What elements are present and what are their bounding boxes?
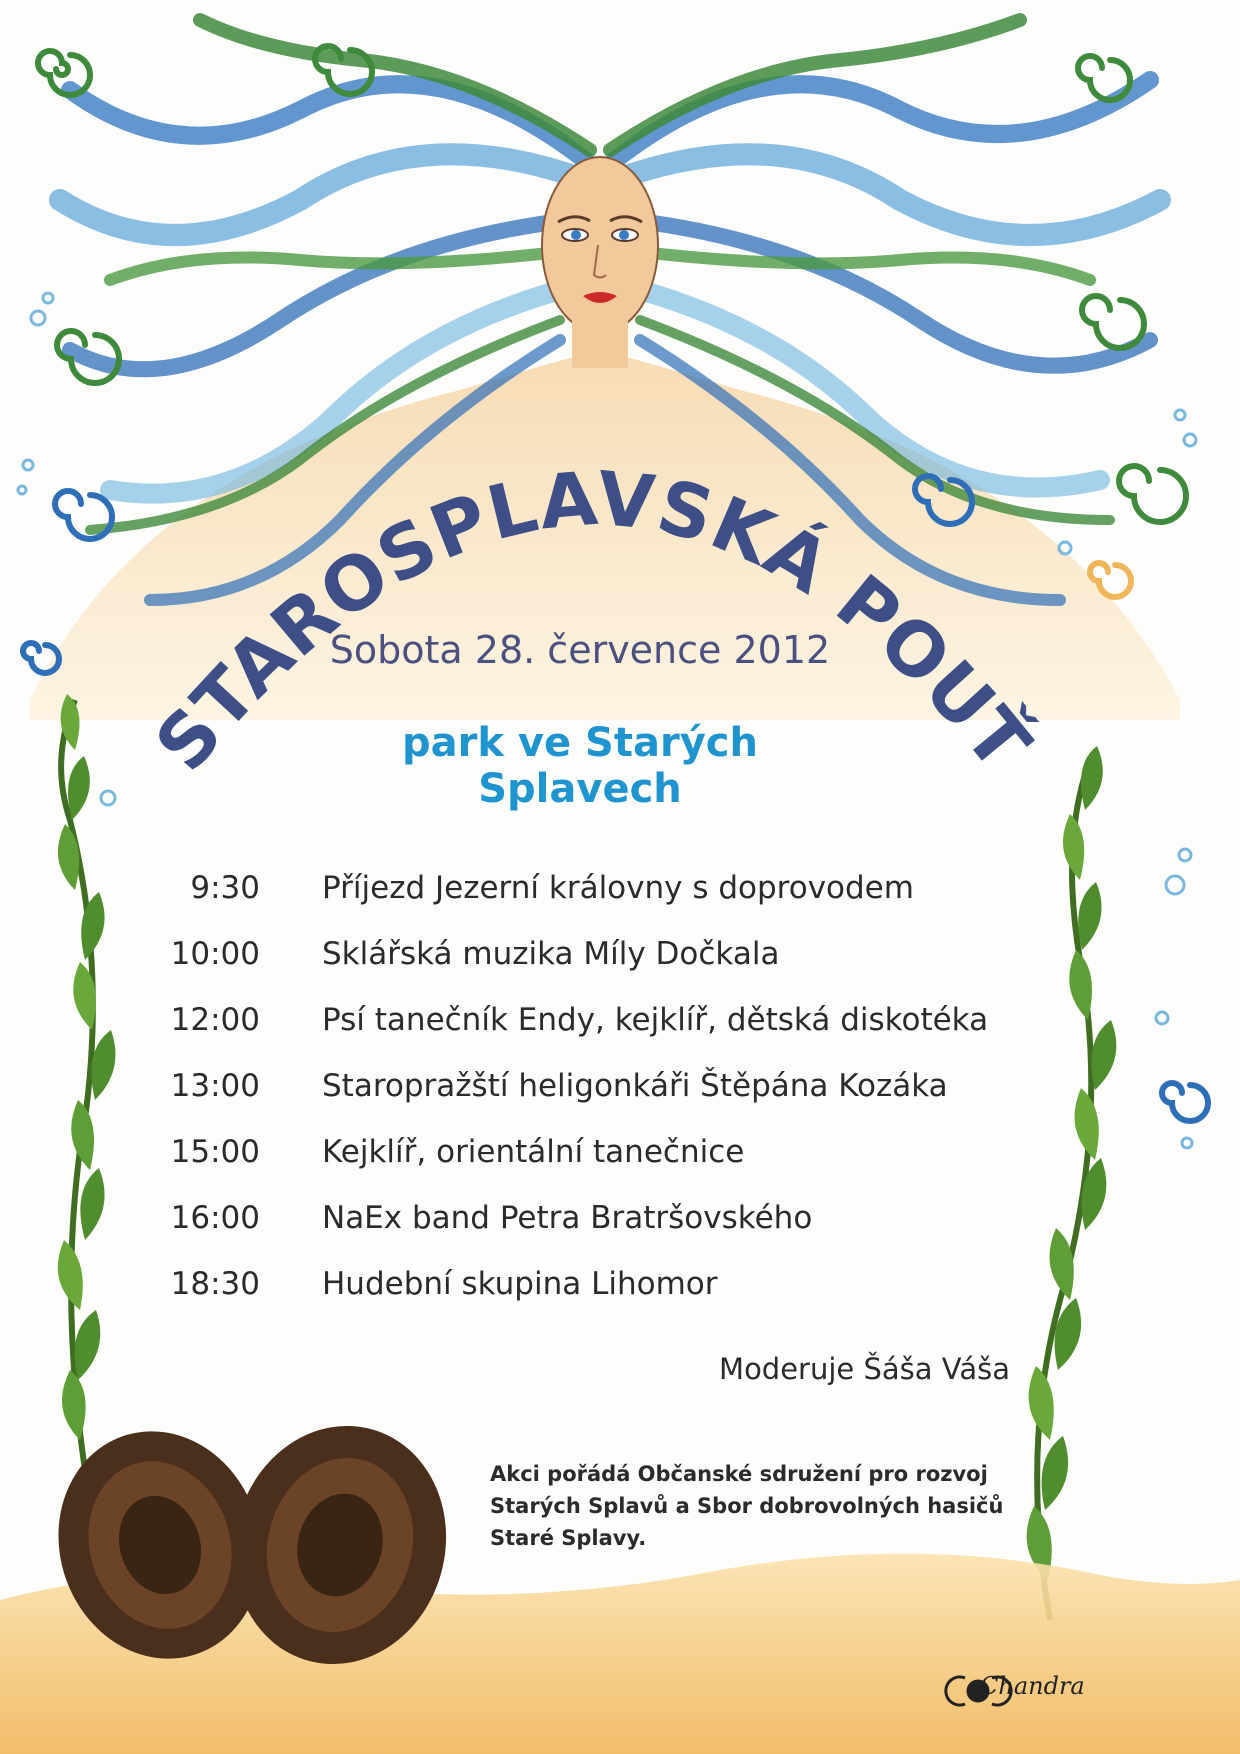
organizer-line: Starých Splavů a Sbor dobrovolných hasičů — [490, 1494, 1004, 1518]
schedule-time: 9:30 — [190, 870, 260, 906]
schedule-event: Příjezd Jezerní královny s doprovodem — [322, 870, 914, 906]
schedule-row — [160, 1185, 1040, 1251]
event-date: Sobota 28. července 2012 — [329, 628, 831, 672]
organizer-line: Staré Splavy. — [490, 1526, 647, 1550]
artist-signature: Chandra — [980, 1672, 1085, 1700]
seaweed-icon — [58, 694, 116, 1470]
organizer-note — [490, 1458, 1010, 1554]
schedule-row — [160, 855, 1040, 921]
schedule-row — [160, 987, 1040, 1053]
schedule-time: 13:00 — [170, 1068, 260, 1104]
schedule-time: 10:00 — [170, 936, 260, 972]
schedule-time: 12:00 — [170, 1002, 260, 1038]
schedule-list — [160, 855, 1040, 1317]
schedule-event: Hudební skupina Lihomor — [322, 1266, 718, 1302]
schedule-time: 15:00 — [170, 1134, 260, 1170]
seaweed-icon-right — [1027, 746, 1117, 1620]
schedule-row — [160, 1251, 1040, 1317]
event-venue: park ve Starých Splavech — [402, 720, 758, 812]
moderator: Moderuje Šáša Váša — [719, 1352, 1010, 1386]
schedule-event: Psí tanečník Endy, kejklíř, dětská diskotéka — [322, 1002, 989, 1038]
organizer-line: Akci pořádá Občanské sdružení pro rozvoj — [490, 1462, 988, 1486]
schedule-time: 16:00 — [170, 1200, 260, 1236]
schedule-row — [160, 1053, 1040, 1119]
schedule-event: Staropražští heligonkáři Štěpána Kozáka — [322, 1068, 948, 1104]
schedule-row — [160, 921, 1040, 987]
schedule-row — [160, 1119, 1040, 1185]
schedule-event: NaEx band Petra Bratršovského — [322, 1200, 813, 1236]
schedule-time: 18:30 — [170, 1266, 260, 1302]
poster-title-text: STAROSPLAVSKÁ POUŤ — [139, 455, 1047, 788]
schedule-event: Kejklíř, orientální tanečnice — [322, 1134, 745, 1170]
schedule-event: Sklářská muzika Míly Dočkala — [322, 936, 780, 972]
